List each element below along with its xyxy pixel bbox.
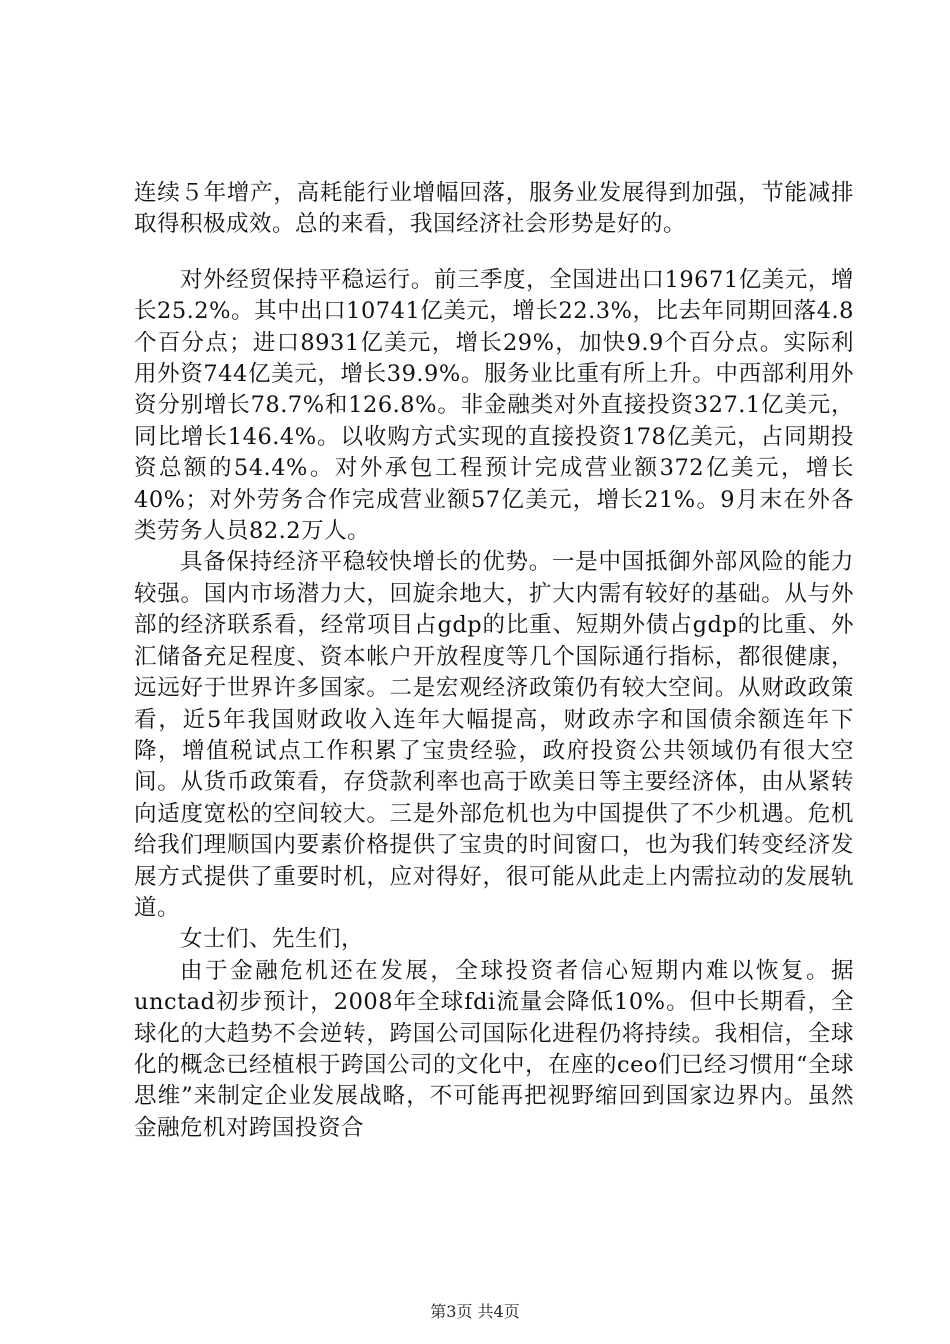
paragraph-salutation: 女士们、先生们， xyxy=(180,926,365,953)
paragraph-growth-advantages: 具备保持经济平稳较快增长的优势。一是中国抵御外部风险的能力较强。国内市场潜力大，回旋余地大，扩大内需有较好的基础。从与外部的经济联系看，经常项目占gdp的比重、短期外债占gdp的比重、外汇储备充足程度、资本帐户开放程度等几个国际通行指标，都很健康，远远好于世界许多国家。二是宏观经济政策仍有较大空间。从财政政策看，近5年我国财政收入连年大幅提高，财政赤字和国债余额连年下降，增值税试点工作积累了宝贵经验，政府投资公共领域仍有很大空间。从货币政策看，存贷款利率也高于欧美日等主要经济体，由从紧转向适度宽松的空间较大。三是外部危机也为中国提供了不少机遇。危机给我们理顺国内要素价格提供了宝贵的时间窗口，也为我们转变经济发展方式提供了重要时机，应对得好，很可能从此走上内需拉动的发展轨道。 xyxy=(134,549,854,921)
paragraph-continuation: 连续５年增产，高耗能行业增幅回落，服务业发展得到加强，节能减排取得积极成效。总的来看，我国经济社会形势是好的。 xyxy=(134,180,854,238)
page-number-footer: 第3页 共4页 xyxy=(430,1302,520,1321)
paragraph-global-investment: 由于金融危机还在发展，全球投资者信心短期内难以恢复。据unctad初步预计，2008年全球fdi流量会降低10%。但中长期看，全球化的大趋势不会逆转，跨国公司国际化进程仍将持续。我相信，全球化的概念已经植根于跨国公司的文化中，在座的ceo们已经习惯用“全球思维”来制定企业发展战略，不可能再把视野缩回到国家边界内。虽然金融危机对跨国投资合 xyxy=(134,957,854,1141)
document-body xyxy=(134,178,854,1144)
paragraph-foreign-trade: 对外经贸保持平稳运行。前三季度，全国进出口19671亿美元，增长25.2%。其中出口10741亿美元，增长22.3%，比去年同期回落4.8个百分点；进口8931亿美元，增长29%，加快9.9个百分点。实际利用外资744亿美元，增长39.9%。服务业比重有所上升。中西部利用外资分别增长78.7%和126.8%。非金融类对外直接投资327.1亿美元，同比增长146.4%。以收购方式实现的直接投资178亿美元，占同期投资总额的54.4%。对外承包工程预计完成营业额372亿美元，增长40%；对外劳务合作完成营业额57亿美元，增长21%。9月末在外各类劳务人员82.2万人。 xyxy=(134,266,854,545)
